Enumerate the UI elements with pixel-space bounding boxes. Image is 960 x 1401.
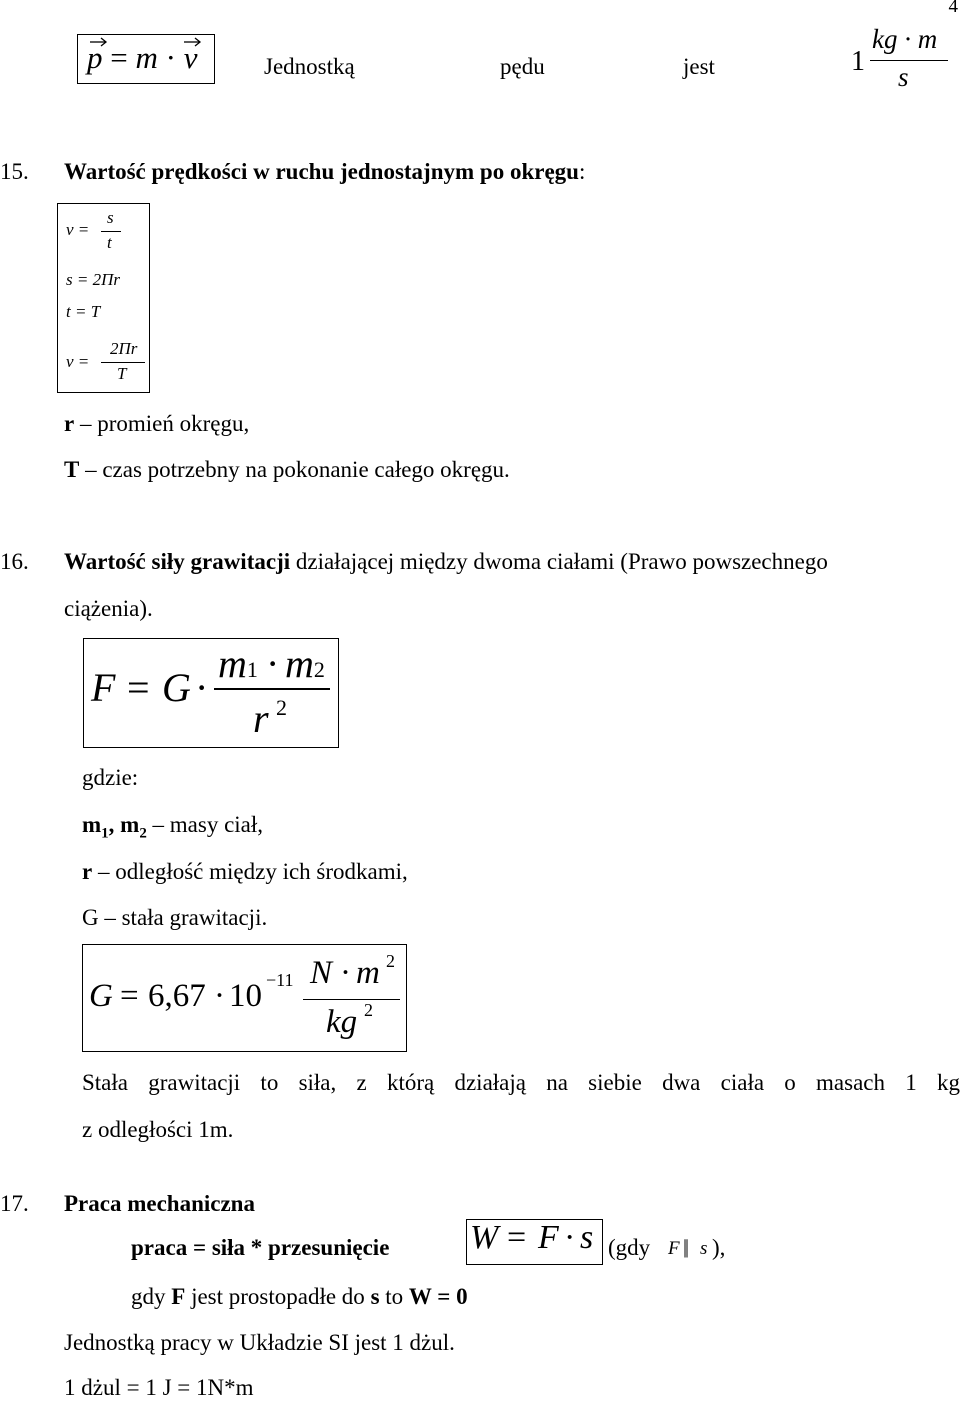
G-unit-N: N — [310, 955, 333, 991]
momentum-label-pedu: pędu — [500, 54, 545, 79]
page-number: 4 — [948, 0, 958, 17]
work-condition-F: F — [668, 1238, 680, 1259]
v-eq-bar — [101, 231, 121, 232]
gravity-F: F — [91, 665, 116, 710]
gravity-m1: m1 — [218, 641, 258, 686]
section-17-heading: Praca mechaniczna — [64, 1191, 255, 1216]
v-eq-lhs: v = — [66, 220, 90, 239]
v2-eq-bar — [101, 362, 145, 363]
G-value-mantissa: 6,67 — [148, 978, 206, 1014]
v2-eq-den: T — [117, 364, 127, 383]
momentum-p: p — [87, 40, 103, 75]
gravity-m2: m2 — [285, 641, 325, 686]
work-unit-equation: 1 dżul = 1 J = 1N*m — [64, 1375, 254, 1400]
section-17-number: 17. — [0, 1191, 29, 1216]
gravity-fraction-bar — [214, 688, 330, 690]
G-value-G: G — [89, 978, 113, 1014]
G-value-dot: · — [214, 978, 225, 1014]
G-paragraph-line2: z odległości 1m. — [82, 1117, 234, 1142]
work-condition-close: ), — [712, 1235, 726, 1260]
momentum-formula: p = m · v — [87, 40, 198, 75]
gravity-G: G — [162, 665, 191, 710]
work-W: W — [470, 1219, 499, 1256]
work-perpendicular-note: gdy F jest prostopadłe do s to W = 0 — [131, 1284, 468, 1309]
unit-one: 1 — [851, 46, 865, 77]
work-s: s — [580, 1219, 594, 1256]
def-G: G – stała grawitacji. — [82, 905, 268, 930]
gravity-dot: · — [195, 665, 209, 710]
v2-eq-lhs: v = — [66, 352, 90, 371]
v2-eq-num: 2Πr — [110, 339, 138, 358]
section-15-number: 15. — [0, 159, 29, 184]
work-condition-parallel: || — [683, 1236, 688, 1258]
G-value-eq: = — [120, 978, 139, 1014]
section-16-heading-cont: ciążenia). — [64, 596, 153, 621]
G-unit-kg: kg — [326, 1004, 358, 1040]
work-condition-s: s — [700, 1238, 708, 1259]
section-16-number: 16. — [0, 549, 29, 574]
def-m: $m_1$, $m_2$ – masy ciał, — [82, 812, 264, 842]
G-unit-m-sup: 2 — [386, 951, 395, 971]
def-r: r – promień okręgu, — [64, 411, 250, 436]
work-definition: praca = siła * przesunięcie — [131, 1235, 390, 1260]
work-unit-sentence: Jednostką pracy w Układzie SI jest 1 dżul. — [64, 1330, 455, 1355]
momentum-label-jest: jest — [683, 54, 715, 79]
work-F: F — [538, 1219, 559, 1256]
unit-fraction-bar — [870, 60, 948, 61]
work-condition-open: (gdy — [608, 1235, 651, 1260]
momentum-label-jednostka: Jednostką — [264, 54, 355, 79]
G-value-exponent: −11 — [266, 970, 294, 990]
v-eq-num: s — [107, 208, 114, 227]
work-dot: · — [564, 1219, 576, 1256]
v-eq-den: t — [107, 233, 112, 252]
work-eq: = — [507, 1219, 527, 1256]
gravity-r: r — [253, 696, 269, 741]
s-eq: s = 2Πr — [66, 270, 120, 289]
def-r-distance: r – odległość między ich środkami, — [82, 859, 408, 884]
G-value-ten: 10 — [229, 978, 262, 1014]
gdzie-label: gdzie: — [82, 765, 139, 790]
unit-numerator: kg · m — [872, 24, 938, 54]
gravity-eq: = — [127, 665, 150, 710]
section-15-heading: Wartość prędkości w ruchu jednostajnym po okręgu: — [64, 159, 586, 184]
def-T: T – czas potrzebny na pokonanie całego okręgu. — [64, 457, 510, 482]
G-unit-m: m — [356, 955, 380, 991]
G-unit-fraction-bar — [303, 999, 400, 1000]
gravity-r-sup: 2 — [276, 695, 287, 720]
G-unit-kg-sup: 2 — [364, 1000, 373, 1020]
section-16-heading: Wartość siły grawitacji działającej między dwoma ciałami (Prawo powszechnego — [64, 549, 828, 574]
vector-arrows — [88, 34, 208, 48]
momentum-v: v — [183, 40, 198, 75]
t-eq: t = T — [66, 302, 101, 321]
G-unit-dot: · — [340, 955, 351, 991]
gravity-dot2: · — [266, 641, 280, 686]
G-paragraph-line1: Stała grawitacji to siła, z którą działają na siebie dwa ciała o masach 1 kg — [82, 1070, 960, 1095]
unit-denominator: s — [898, 62, 909, 92]
